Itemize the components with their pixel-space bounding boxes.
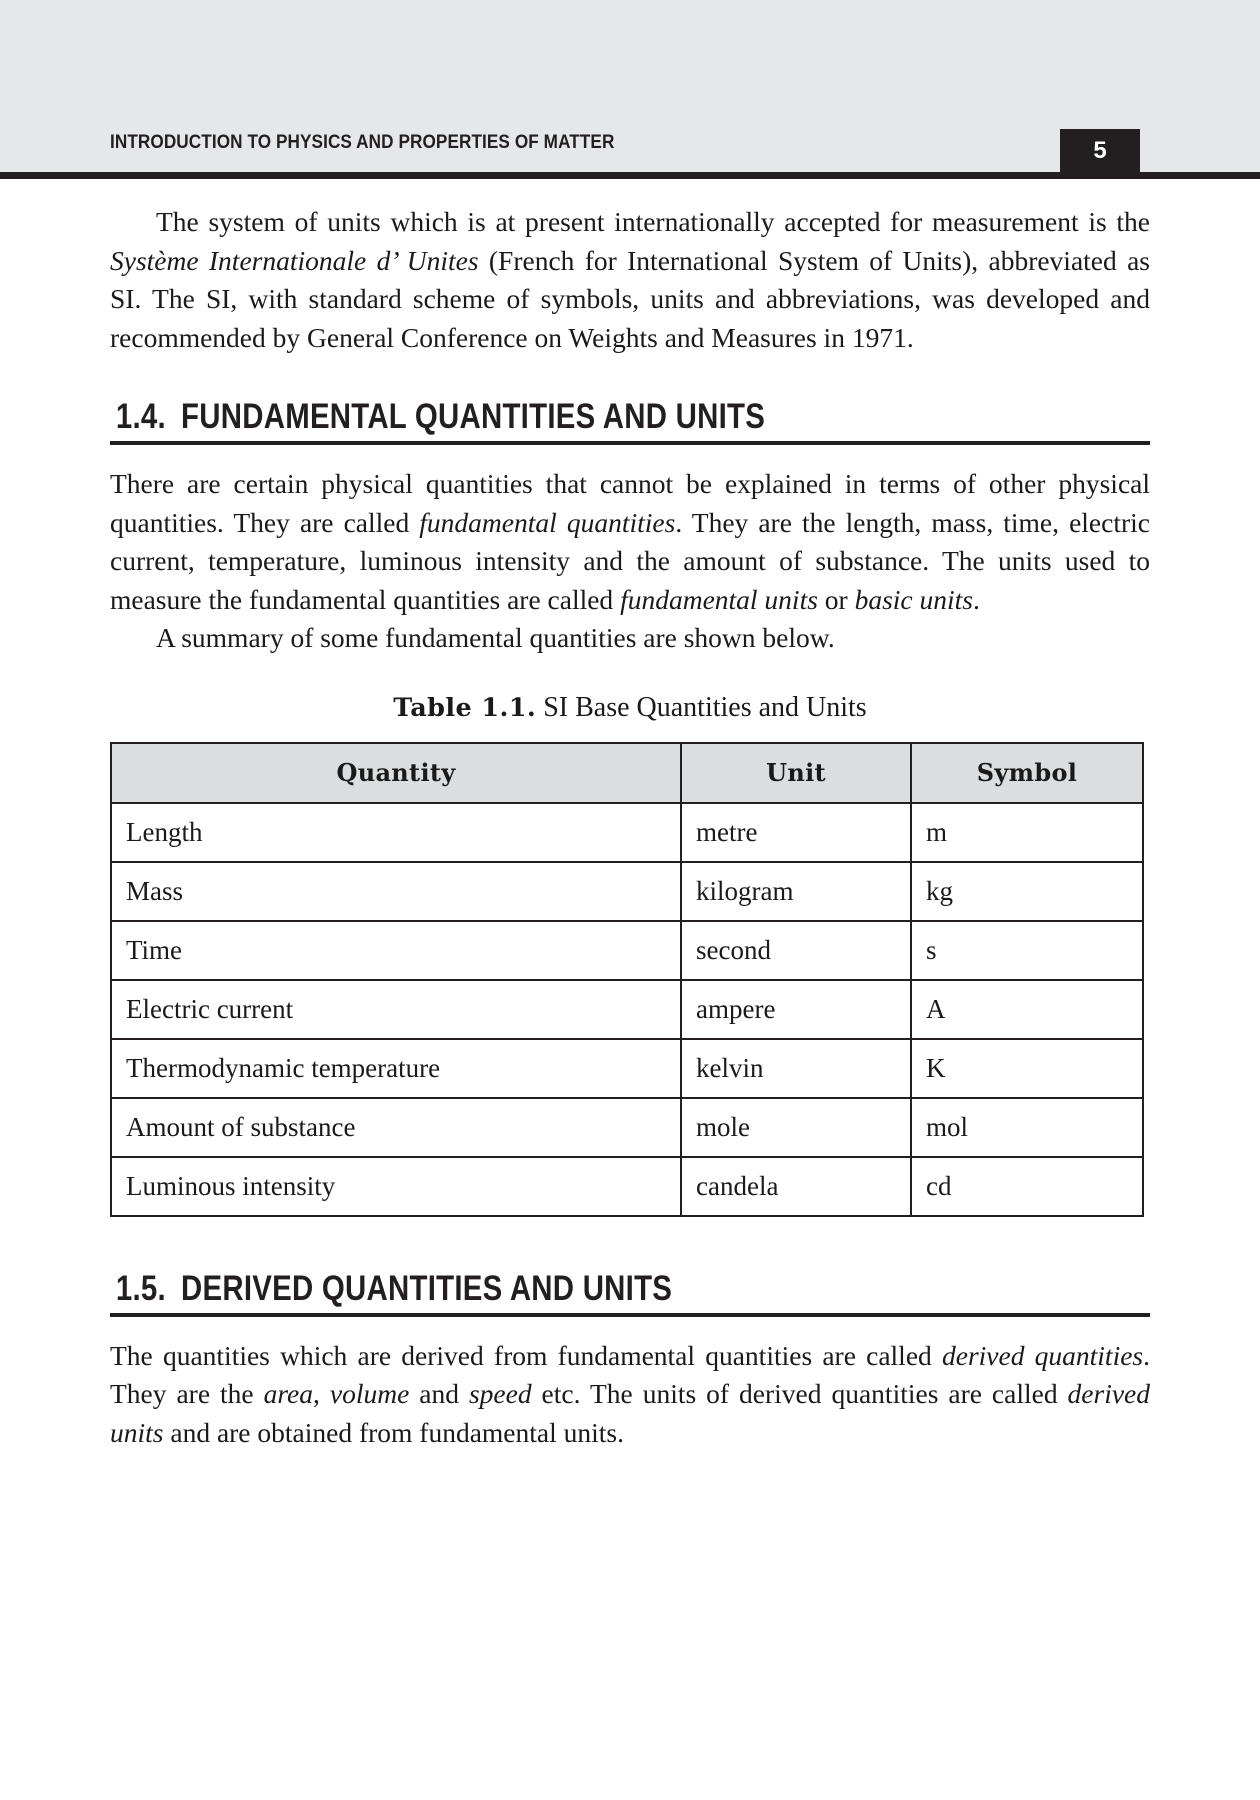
intro-text-part2: (French for International System of Units), abbreviated as SI. The SI, with standard scheme of symbols, units and abbreviations, was developed and recommended by General Conference on Weights and Measures in 1971. — [110, 244, 1150, 353]
cell-unit: candela — [681, 1157, 911, 1216]
cell-quantity: Time — [111, 921, 681, 980]
s14-text-part1: There are certain physical quantities that cannot be explained in terms of other physical quantities. They are called — [110, 468, 1150, 538]
cell-quantity: Electric current — [111, 980, 681, 1039]
table-row — [111, 980, 1143, 1039]
cell-quantity: Mass — [111, 862, 681, 921]
page-content — [0, 179, 1260, 1452]
s14-italic-basic-units: basic units — [854, 583, 973, 615]
header-divider-rule — [0, 172, 1260, 179]
cell-symbol: A — [911, 980, 1143, 1039]
section-1-4-title: FUNDAMENTAL QUANTITIES AND UNITS — [181, 397, 766, 436]
page-number-badge: 5 — [1060, 129, 1140, 173]
table-caption — [110, 692, 1150, 724]
si-base-quantities-table — [110, 742, 1144, 1217]
intro-paragraph — [110, 179, 1150, 357]
column-header-unit: Unit — [681, 743, 911, 803]
s15-text-part2: . They are the — [110, 1339, 1150, 1409]
cell-unit: kelvin — [681, 1039, 911, 1098]
s15-text-part6: and are obtained from fundamental units. — [163, 1416, 624, 1448]
table-header-row — [111, 743, 1143, 803]
cell-quantity: Luminous intensity — [111, 1157, 681, 1216]
table-row — [111, 921, 1143, 980]
summary-line: A summary of some fundamental quantities are shown below. — [156, 622, 835, 653]
s15-italic-area: area — [263, 1378, 313, 1409]
cell-unit: mole — [681, 1098, 911, 1157]
s15-text-part1: The quantities which are derived from fundamental quantities are called — [110, 1339, 942, 1371]
section-1-5-heading-line — [110, 1269, 672, 1309]
s15-text-part4: and — [409, 1378, 469, 1409]
cell-symbol: K — [911, 1039, 1143, 1098]
cell-unit: ampere — [681, 980, 911, 1039]
header-inner — [0, 112, 1260, 172]
section-1-5-title: DERIVED QUANTITIES AND UNITS — [181, 1268, 673, 1308]
table-body — [111, 803, 1143, 1216]
table-row — [111, 1098, 1143, 1157]
s15-italic-derived-units: derived units — [110, 1378, 1151, 1448]
table-head — [111, 743, 1143, 803]
s15-italic-volume: volume — [329, 1378, 410, 1409]
page-header — [0, 0, 1260, 172]
running-head-title: INTRODUCTION TO PHYSICS AND PROPERTIES OF MATTER — [110, 130, 615, 153]
table-bottom-spacer — [110, 1217, 1150, 1229]
s15-italic-speed: speed — [468, 1378, 532, 1409]
table-row — [111, 862, 1143, 921]
intro-italic-systeme: Système Internationale d’ Unites — [110, 244, 479, 276]
section-heading-1-5 — [110, 1269, 1150, 1317]
table-row — [111, 1157, 1143, 1216]
section-1-4-number: 1.4. — [115, 397, 166, 436]
cell-unit: second — [681, 921, 911, 980]
table-caption-label: Table 1.1. — [393, 692, 537, 723]
table-row — [111, 803, 1143, 862]
s15-italic-derived-quantities: derived quantities — [941, 1339, 1144, 1371]
cell-quantity: Length — [111, 803, 681, 862]
cell-symbol: mol — [911, 1098, 1143, 1157]
section-1-5-number: 1.5. — [115, 1268, 166, 1308]
column-header-quantity: Quantity — [111, 743, 681, 803]
cell-symbol: cd — [911, 1157, 1143, 1216]
section-1-4-paragraph — [110, 465, 1150, 619]
section-1-4-heading-line — [110, 397, 765, 437]
section-1-5-paragraph — [110, 1337, 1150, 1453]
intro-text-part1: The system of units which is at present internationally accepted for measurement is the — [156, 206, 1150, 237]
s14-text-part3: or — [817, 583, 855, 615]
s14-text-part4: . — [973, 583, 980, 615]
s15-text-part5: etc. The units of derived quantities are called — [531, 1378, 1068, 1409]
cell-quantity: Thermodynamic temperature — [111, 1039, 681, 1098]
cell-symbol: kg — [911, 862, 1143, 921]
cell-symbol: m — [911, 803, 1143, 862]
s14-text-part2: . They are the length, mass, time, electric current, temperature, luminous intensity and the amount of substance. The units used to measure the fundamental quantities are called — [110, 506, 1150, 615]
cell-quantity: Amount of substance — [111, 1098, 681, 1157]
s14-italic-fundamental-quantities: fundamental quantities — [419, 506, 676, 538]
cell-symbol: s — [911, 921, 1143, 980]
cell-unit: kilogram — [681, 862, 911, 921]
table-caption-text: SI Base Quantities and Units — [536, 691, 867, 723]
cell-unit: metre — [681, 803, 911, 862]
s15-text-part3: , — [313, 1378, 330, 1409]
section-heading-1-4 — [110, 397, 1150, 445]
table-row — [111, 1039, 1143, 1098]
s14-italic-fundamental-units: fundamental units — [620, 583, 818, 615]
column-header-symbol: Symbol — [911, 743, 1143, 803]
